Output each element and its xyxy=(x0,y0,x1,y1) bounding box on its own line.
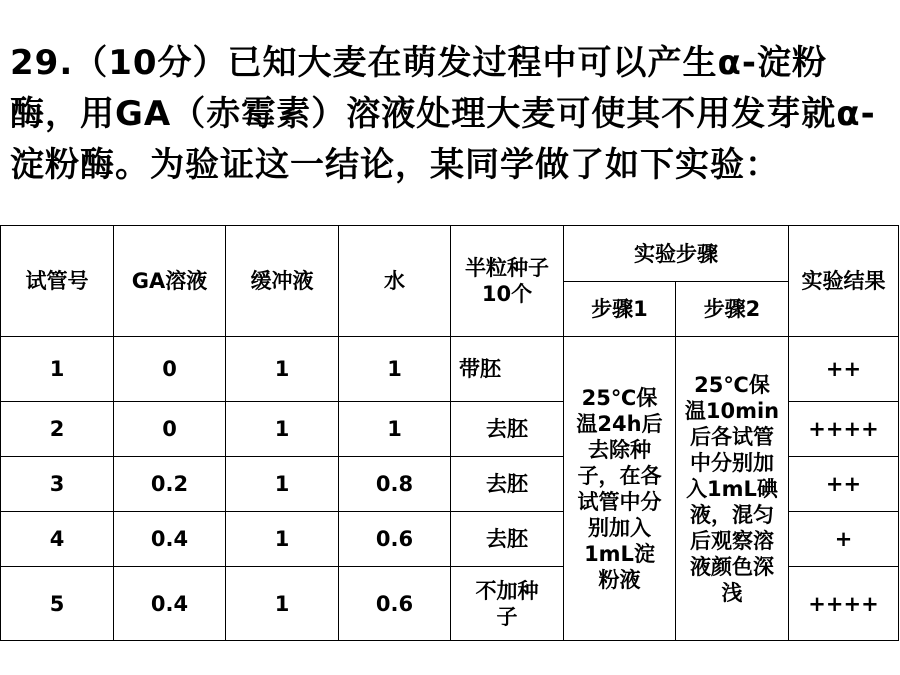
cell-water: 0.8 xyxy=(339,457,451,512)
header-seed: 半粒种子10个 xyxy=(451,226,564,337)
cell-result: ++++ xyxy=(789,402,899,457)
cell-result: ++ xyxy=(789,457,899,512)
cell-seed: 去胚 xyxy=(451,402,564,457)
cell-ga: 0 xyxy=(114,337,226,402)
header-result: 实验结果 xyxy=(789,226,899,337)
cell-water: 1 xyxy=(339,337,451,402)
header-buffer: 缓冲液 xyxy=(226,226,339,337)
cell-ga: 0.4 xyxy=(114,567,226,641)
cell-result: ++ xyxy=(789,337,899,402)
cell-result: ++++ xyxy=(789,567,899,641)
experiment-table xyxy=(0,225,899,641)
cell-ga: 0.2 xyxy=(114,457,226,512)
cell-tube: 4 xyxy=(1,512,114,567)
cell-seed: 去胚 xyxy=(451,512,564,567)
cell-seed: 带胚 xyxy=(451,337,564,402)
cell-seed: 去胚 xyxy=(451,457,564,512)
cell-tube: 2 xyxy=(1,402,114,457)
header-row xyxy=(1,226,899,282)
header-step1: 步骤1 xyxy=(564,282,676,337)
table-row xyxy=(1,337,899,402)
cell-water: 1 xyxy=(339,402,451,457)
cell-water: 0.6 xyxy=(339,512,451,567)
step1-description: 25℃保温24h后去除种子，在各试管中分别加入1mL淀粉液 xyxy=(564,337,676,641)
step2-description: 25℃保温10min后各试管中分别加入1mL碘液，混匀后观察溶液颜色深浅 xyxy=(676,337,789,641)
header-steps: 实验步骤 xyxy=(564,226,789,282)
cell-water: 0.6 xyxy=(339,567,451,641)
cell-buffer: 1 xyxy=(226,457,339,512)
cell-ga: 0 xyxy=(114,402,226,457)
cell-tube: 5 xyxy=(1,567,114,641)
question-text: 29.（10分）已知大麦在萌发过程中可以产生α-淀粉酶，用GA（赤霉素）溶液处理大麦可使其不用发芽就α-淀粉酶。为验证这一结论，某同学做了如下实验： xyxy=(10,43,876,185)
cell-buffer: 1 xyxy=(226,337,339,402)
cell-tube: 1 xyxy=(1,337,114,402)
cell-seed: 不加种子 xyxy=(451,567,564,641)
header-water: 水 xyxy=(339,226,451,337)
header-step2: 步骤2 xyxy=(676,282,789,337)
cell-buffer: 1 xyxy=(226,512,339,567)
header-tube: 试管号 xyxy=(1,226,114,337)
header-ga: GA溶液 xyxy=(114,226,226,337)
cell-buffer: 1 xyxy=(226,402,339,457)
cell-ga: 0.4 xyxy=(114,512,226,567)
cell-tube: 3 xyxy=(1,457,114,512)
cell-buffer: 1 xyxy=(226,567,339,641)
cell-result: + xyxy=(789,512,899,567)
